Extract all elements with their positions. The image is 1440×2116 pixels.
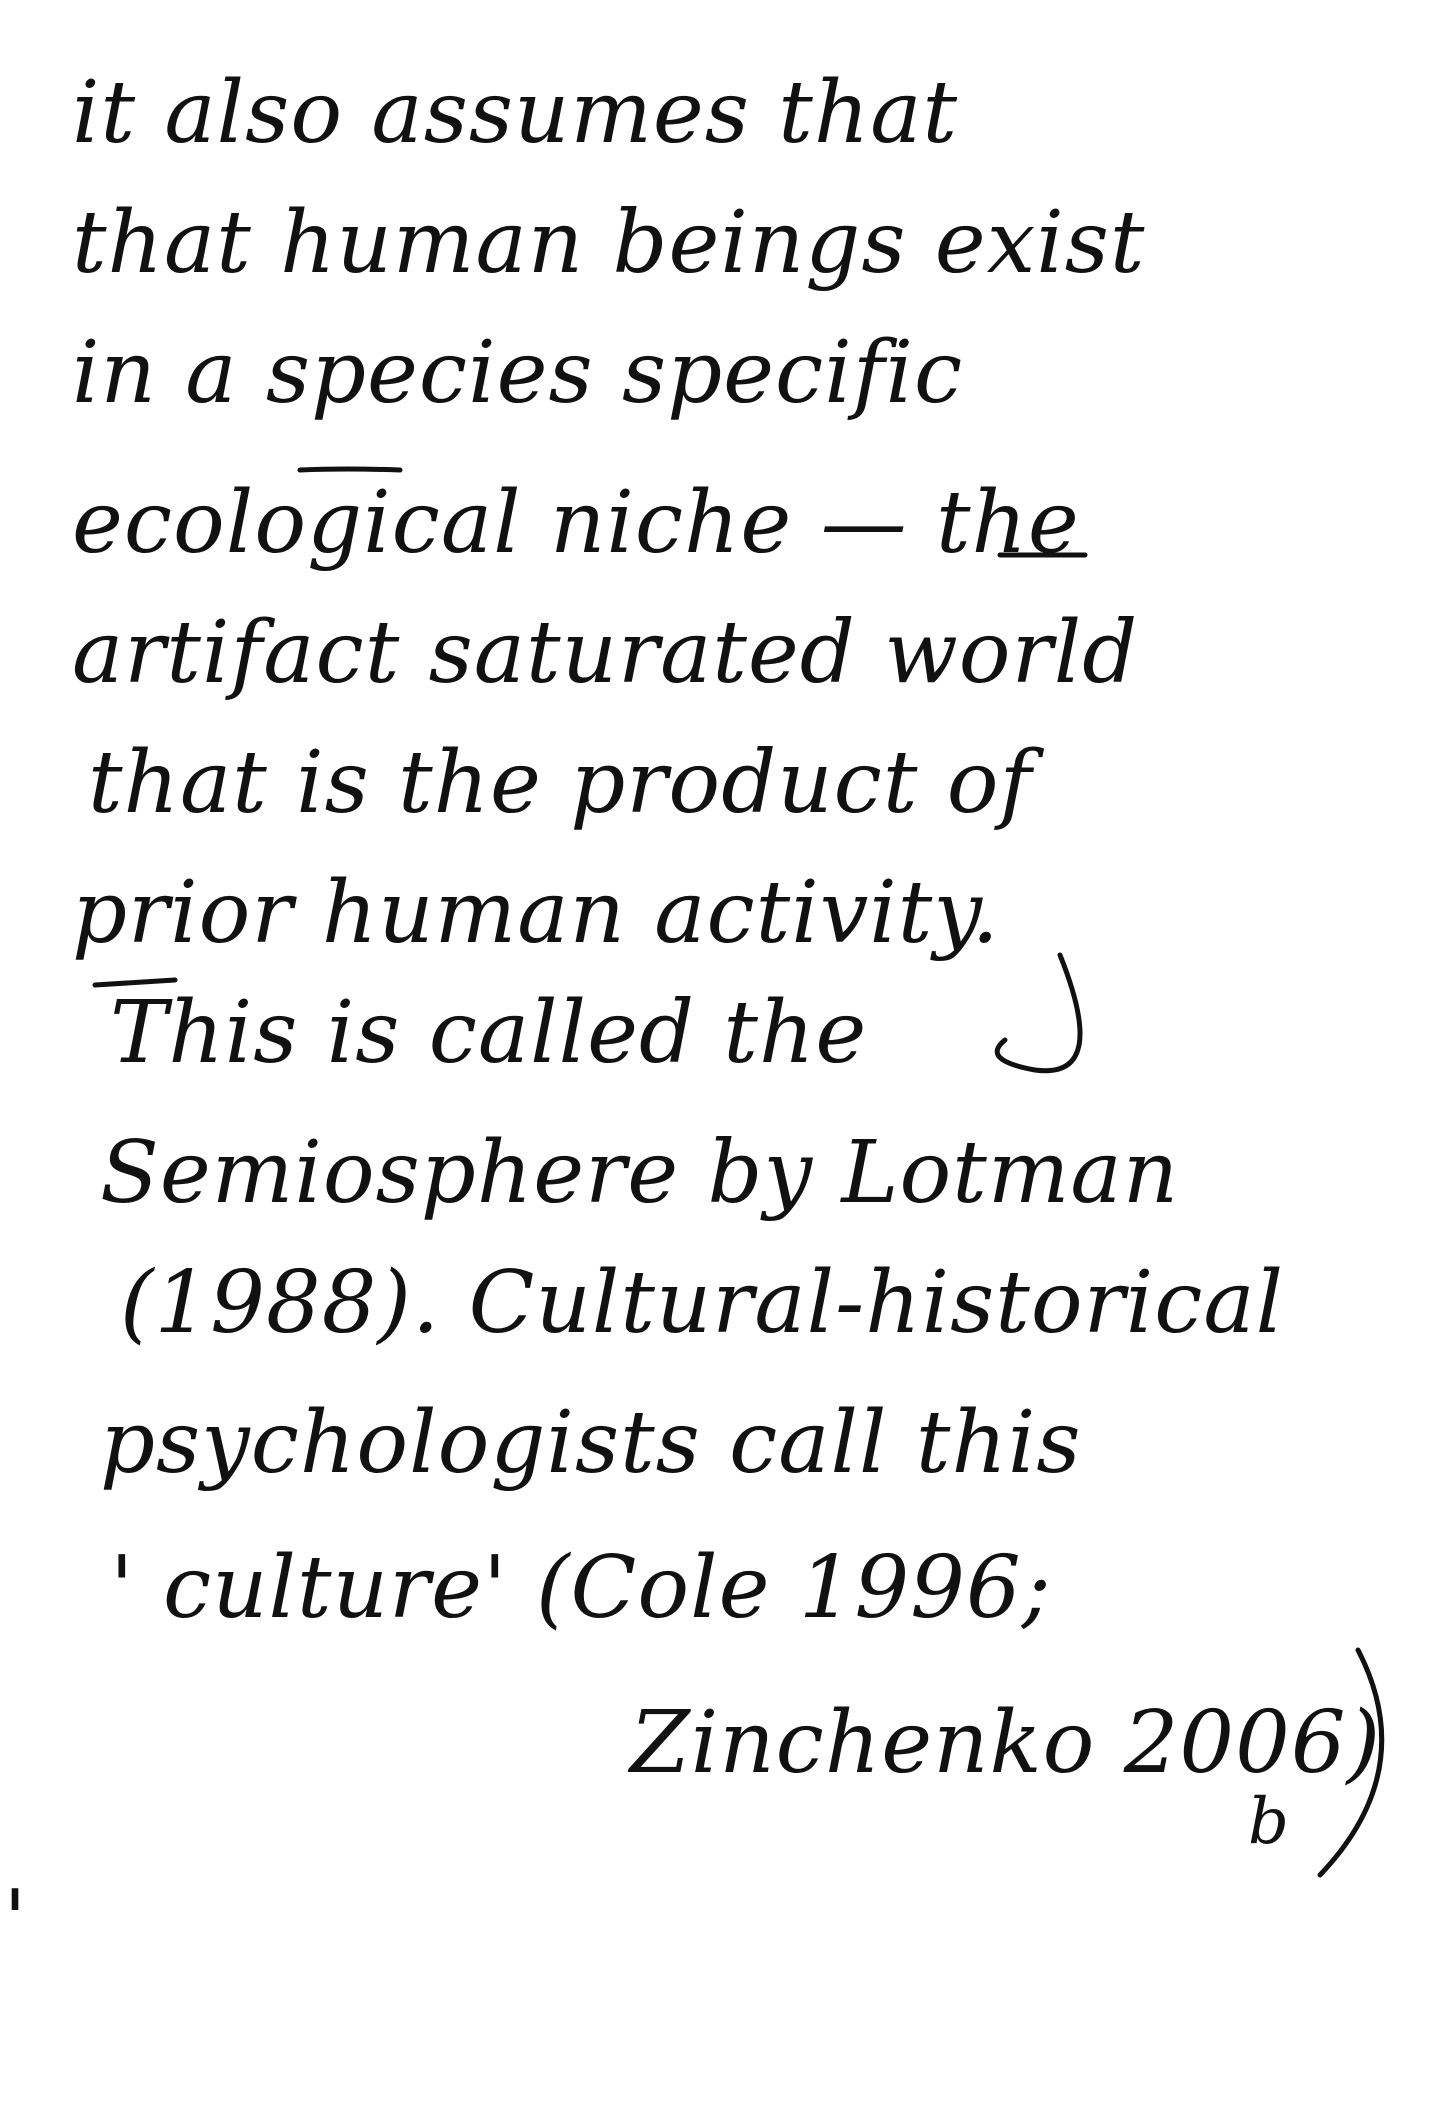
- note-line-3: in a species specific: [72, 323, 964, 423]
- note-line-14: b: [1248, 1785, 1290, 1859]
- underline-stroke-1: [300, 469, 400, 470]
- note-line-1: it also assumes that: [72, 63, 959, 163]
- note-line-8: This is called the: [110, 983, 868, 1083]
- note-line-4: ecological niche — the: [72, 473, 1080, 573]
- margin-tick-mark: ': [4, 1873, 26, 1966]
- loop-stroke: [997, 955, 1080, 1071]
- note-line-5: artifact saturated world: [72, 603, 1139, 703]
- note-line-10: (1988). Cultural-historical: [120, 1253, 1285, 1353]
- note-line-12: ' culture' (Cole 1996;: [110, 1538, 1052, 1638]
- note-line-6: that is the product of: [88, 733, 1033, 833]
- note-line-7: prior human activity.: [72, 863, 1000, 963]
- note-line-13: Zinchenko 2006): [630, 1693, 1382, 1793]
- note-line-11: psychologists call this: [100, 1393, 1082, 1493]
- note-line-2: that human beings exist: [72, 193, 1146, 293]
- note-line-9: Semiosphere by Lotman: [100, 1123, 1180, 1223]
